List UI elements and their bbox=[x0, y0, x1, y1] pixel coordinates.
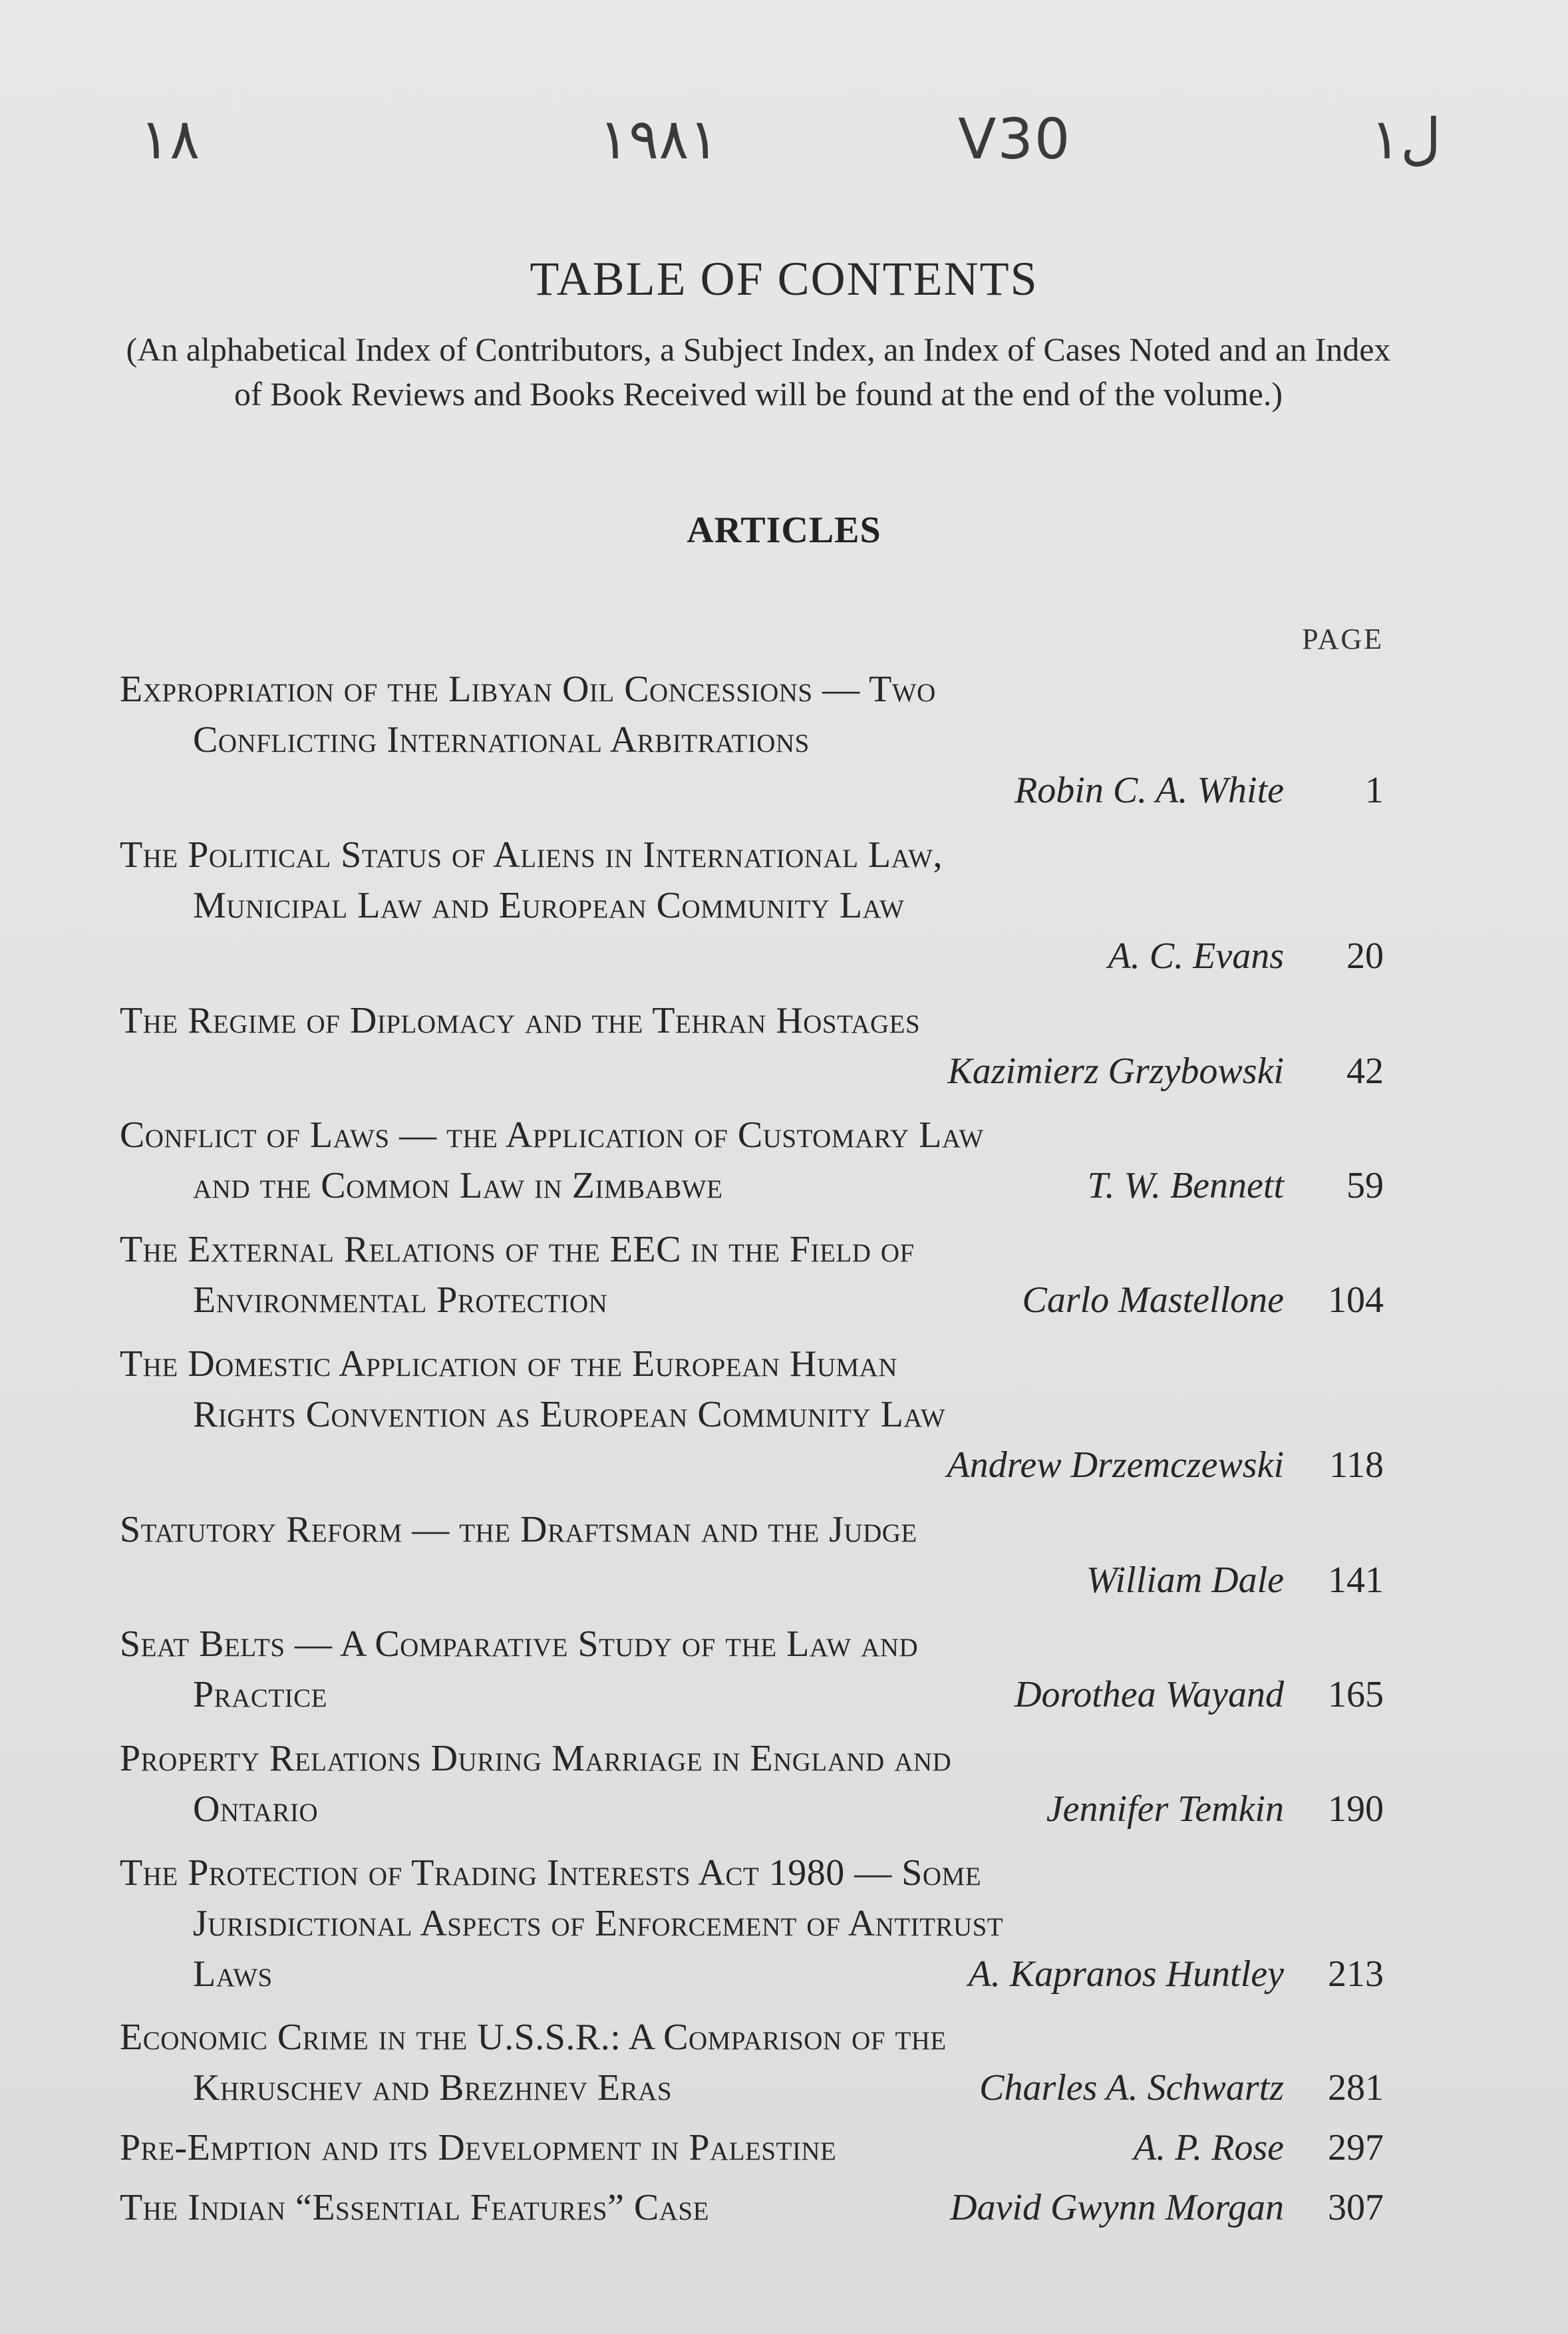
entry-title-line bbox=[120, 2012, 1384, 2063]
entry-title-text: Municipal Law and European Community Law bbox=[193, 885, 905, 926]
entry-author: Jennifer Temkin bbox=[1046, 1788, 1284, 1830]
entry-title-line bbox=[120, 1898, 1384, 1949]
entry-page: 42 bbox=[1346, 1051, 1384, 1092]
handwritten-note-3: V30 bbox=[958, 106, 1072, 172]
entry-title-line bbox=[120, 1619, 1384, 1669]
toc-entry bbox=[120, 1224, 1384, 1325]
entry-title-text: The Protection of Trading Interests Act 1980 — Some bbox=[120, 1852, 982, 1894]
entry-title-text: Ontario bbox=[193, 1788, 319, 1830]
toc-entry bbox=[120, 995, 1384, 1096]
toc-entry bbox=[120, 1339, 1384, 1490]
entry-page: 1 bbox=[1365, 770, 1384, 811]
entry-title-line bbox=[120, 1389, 1384, 1440]
entry-author: A. P. Rose bbox=[1133, 2127, 1284, 2168]
entry-author-row bbox=[120, 1555, 1384, 1605]
entry-title-line bbox=[120, 2122, 1384, 2173]
entry-title-text: Rights Convention as European Community Law bbox=[193, 1394, 946, 1435]
toc-entry bbox=[120, 1848, 1384, 1999]
entry-author-row bbox=[120, 765, 1384, 816]
index-note: (An alphabetical Index of Contributors, a Subject Index, an Index of Cases Noted and an Index of Book Reviews and Books Received will be found at the end of the volume.) bbox=[126, 331, 1391, 413]
entry-title-text: The Indian “Essential Features” Case bbox=[120, 2187, 709, 2228]
entry-page: 281 bbox=[1328, 2067, 1384, 2108]
entry-title-line bbox=[120, 1669, 1384, 1720]
entry-title-line bbox=[120, 2063, 1384, 2113]
entry-author: Dorothea Wayand bbox=[1015, 1674, 1284, 1715]
toc-entry bbox=[120, 1504, 1384, 1605]
entry-title-line bbox=[120, 1848, 1384, 1898]
entry-page: 213 bbox=[1328, 1953, 1384, 1995]
toc-entry bbox=[120, 1619, 1384, 1720]
entry-author: William Dale bbox=[1086, 1560, 1284, 1601]
entry-author: David Gwynn Morgan bbox=[950, 2187, 1284, 2228]
toc-entry bbox=[120, 2182, 1384, 2233]
entry-title-text: Property Relations During Marriage in England and bbox=[120, 1738, 952, 1779]
entry-title-text: The External Relations of the EEC in the Field of bbox=[120, 1229, 915, 1270]
entry-title-text: Conflicting International Arbitrations bbox=[193, 719, 810, 760]
entry-author: T. W. Bennett bbox=[1087, 1165, 1284, 1206]
toc-entry bbox=[120, 2012, 1384, 2113]
entry-title-line bbox=[120, 1160, 1384, 1211]
entry-title-line bbox=[120, 1110, 1384, 1160]
entry-title-line bbox=[120, 995, 1384, 1046]
entry-page: 59 bbox=[1346, 1165, 1384, 1206]
toc-entry bbox=[120, 830, 1384, 981]
entry-title-line bbox=[120, 1784, 1384, 1834]
entry-author-row bbox=[120, 1440, 1384, 1490]
toc-entry bbox=[120, 2122, 1384, 2173]
entry-title-line bbox=[120, 715, 1384, 765]
entry-title-line bbox=[120, 1949, 1384, 1999]
entry-author: Robin C. A. White bbox=[1015, 770, 1284, 811]
handwritten-note-2: ١٩٨١ bbox=[599, 106, 719, 172]
entry-title-text: Statutory Reform — the Draftsman and the Judge bbox=[120, 1509, 917, 1550]
entry-title-text: Khruschev and Brezhnev Eras bbox=[193, 2067, 673, 2108]
entry-author-row bbox=[120, 1046, 1384, 1096]
entry-page: 104 bbox=[1328, 1279, 1384, 1321]
page-title: TABLE OF CONTENTS bbox=[530, 252, 1038, 305]
handwritten-note-1: ١٨ bbox=[140, 106, 200, 172]
entry-title-line bbox=[120, 880, 1384, 931]
entry-title-line bbox=[120, 664, 1281, 715]
entry-title-text: and the Common Law in Zimbabwe bbox=[193, 1165, 723, 1206]
entry-author: Kazimierz Grzybowski bbox=[947, 1051, 1284, 1092]
entry-author: A. C. Evans bbox=[1108, 935, 1284, 977]
toc-entry bbox=[120, 664, 1384, 816]
entry-page: 20 bbox=[1346, 935, 1384, 977]
page-column-label: PAGE bbox=[1302, 623, 1384, 655]
entry-title-text: The Political Status of Aliens in International Law, bbox=[120, 834, 943, 876]
entry-author: Carlo Mastellone bbox=[1022, 1279, 1284, 1321]
entry-title-line bbox=[120, 1275, 1384, 1325]
entry-title-text: Laws bbox=[193, 1953, 273, 1995]
entry-title-text: Pre-Emption and its Development in Palestine bbox=[120, 2127, 837, 2168]
entry-title-line bbox=[120, 830, 1384, 880]
entry-title-text: Practice bbox=[193, 1674, 327, 1715]
entry-title-line bbox=[120, 2182, 1384, 2233]
entry-page: 190 bbox=[1328, 1788, 1384, 1830]
toc-entry bbox=[120, 1733, 1384, 1834]
entry-author-row bbox=[120, 931, 1384, 981]
entry-title-text: Environmental Protection bbox=[193, 1279, 608, 1321]
entry-title-text: The Regime of Diplomacy and the Tehran Hostages bbox=[120, 1000, 921, 1041]
entry-title-text: Expropriation of the Libyan Oil Concessions — Two bbox=[120, 669, 936, 710]
entry-page: 165 bbox=[1328, 1674, 1384, 1715]
entry-title-text: Seat Belts — A Comparative Study of the Law and bbox=[120, 1623, 919, 1665]
entry-title-line bbox=[120, 1504, 1384, 1555]
entry-author: Charles A. Schwartz bbox=[979, 2067, 1284, 2108]
entry-title-line bbox=[120, 1339, 1384, 1389]
entry-author: Andrew Drzemczewski bbox=[947, 1444, 1284, 1486]
entry-page: 297 bbox=[1328, 2127, 1384, 2168]
entry-title-line bbox=[120, 1733, 1384, 1784]
entry-page: 118 bbox=[1329, 1444, 1384, 1486]
entry-title-text: Jurisdictional Aspects of Enforcement of Antitrust bbox=[193, 1903, 1004, 1944]
section-heading: ARTICLES bbox=[687, 510, 881, 551]
entry-title-text: Economic Crime in the U.S.S.R.: A Comparison of the bbox=[120, 2017, 947, 2058]
entry-page: 141 bbox=[1328, 1560, 1384, 1601]
entry-title-text: The Domestic Application of the European Human bbox=[120, 1343, 898, 1385]
entry-title-text: Conflict of Laws — the Application of Customary Law bbox=[120, 1114, 984, 1156]
entry-page: 307 bbox=[1328, 2187, 1384, 2228]
toc-entry bbox=[120, 1110, 1384, 1211]
entry-author: A. Kapranos Huntley bbox=[968, 1953, 1284, 1995]
entry-title-line bbox=[120, 1224, 1384, 1275]
handwritten-note-4: ل١ bbox=[1370, 106, 1442, 172]
